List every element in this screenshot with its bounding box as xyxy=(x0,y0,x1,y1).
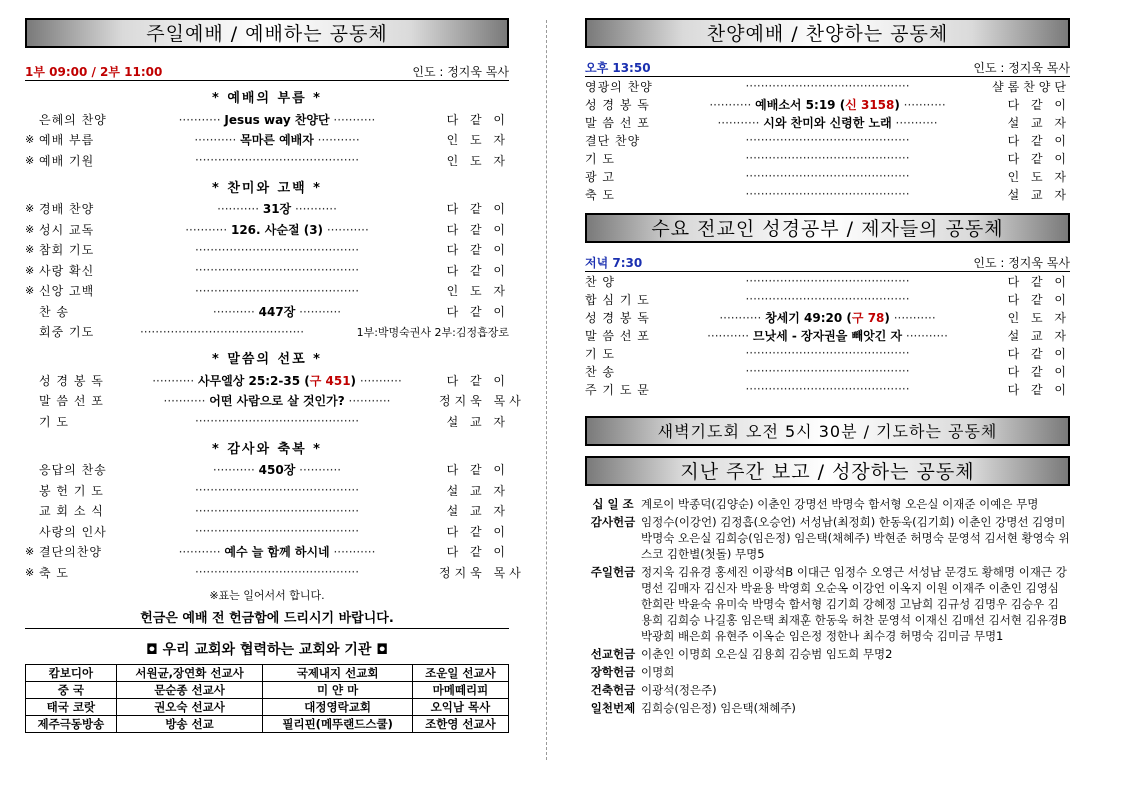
leader-dots: ··········· xyxy=(356,373,402,388)
order-label: 축 도 xyxy=(585,187,615,202)
report-category: 장학헌금 xyxy=(590,665,636,679)
order-label: 교 회 소 식 xyxy=(39,504,104,519)
scripture-ref: 신 3158 xyxy=(845,97,895,112)
leader-dots: ··········· xyxy=(178,545,225,560)
order-label: 찬 송 xyxy=(585,364,615,379)
report-row xyxy=(585,664,1070,680)
order-item-text: 창세기 49:20 ( xyxy=(765,310,852,325)
partner-row xyxy=(26,715,509,732)
order-label: 응답의 찬송 xyxy=(39,463,107,478)
order-who: 다 같 이 xyxy=(1007,364,1070,379)
order-item xyxy=(115,263,439,277)
leader-dots: ··········································· xyxy=(745,364,910,378)
order-item xyxy=(663,79,992,93)
order-row xyxy=(585,149,1070,167)
order-who: 다 같 이 xyxy=(1007,151,1070,166)
leader-dots: ··········································· xyxy=(745,187,910,201)
partner-cell: 오익남 목사 xyxy=(412,698,508,715)
leader-dots: ··········································· xyxy=(194,524,360,539)
standing-note: ※표는 일어서서 합니다. xyxy=(209,588,325,602)
order-item xyxy=(115,303,439,320)
standing-mark: ※ xyxy=(25,545,35,559)
order-item xyxy=(663,327,992,344)
order-who: 다 같 이 xyxy=(446,243,509,258)
order-item-tail: ) xyxy=(884,310,890,325)
report-row xyxy=(585,514,1070,562)
section-title: * 찬미와 고백 * xyxy=(212,180,322,196)
order-item-text: 126. 사순절 (3) xyxy=(230,222,324,237)
order-label: 참회 기도 xyxy=(39,243,95,258)
order-row xyxy=(25,480,509,501)
order-row xyxy=(25,501,509,522)
partner-cell: 미 얀 마 xyxy=(263,681,413,698)
order-row xyxy=(25,150,509,171)
order-label: 결단 찬양 xyxy=(585,133,641,148)
order-item-tail: ) xyxy=(350,373,357,388)
order-who: 설 교 자 xyxy=(446,414,509,429)
leader-dots: ··········· xyxy=(891,115,938,130)
partner-cell: 국제내지 선교회 xyxy=(263,664,413,681)
right-column xyxy=(585,18,1070,718)
order-label: 성시 교독 xyxy=(39,222,95,237)
order-item xyxy=(115,483,439,497)
order-who: 다 같 이 xyxy=(1007,382,1070,397)
leader-dots: ··········································· xyxy=(745,274,910,288)
sunday-leader: 인도 : 정지욱 목사 xyxy=(412,65,509,79)
leader-dots: ··········· xyxy=(719,310,766,325)
leader-dots: ··········· xyxy=(178,112,225,127)
order-who: 인 도 자 xyxy=(446,133,509,148)
order-item xyxy=(115,461,439,478)
leader-dots: ··········· xyxy=(194,133,241,148)
order-row xyxy=(585,95,1070,113)
left-column xyxy=(25,18,525,733)
order-row xyxy=(25,109,509,130)
order-row xyxy=(25,411,509,432)
leader-dots: ··········· xyxy=(152,373,198,388)
order-label: 봉 헌 기 도 xyxy=(39,483,104,498)
sunday-order xyxy=(25,89,525,583)
standing-mark: ※ xyxy=(25,222,35,236)
sunday-subhead xyxy=(25,64,509,81)
order-row xyxy=(585,326,1070,344)
order-who: 인 도 자 xyxy=(446,153,509,168)
order-who: 인 도 자 xyxy=(1007,169,1070,184)
standing-mark: ※ xyxy=(25,202,35,216)
order-row xyxy=(25,521,509,542)
order-item xyxy=(115,565,439,579)
order-who: 다 같 이 xyxy=(446,263,509,278)
partner-cell: 태국 코랏 xyxy=(26,698,117,715)
leader-dots: ··········· xyxy=(291,202,337,217)
order-label: 성 경 봉 독 xyxy=(585,97,650,112)
partner-cell: 서원균,장연화 선교사 xyxy=(116,664,263,681)
order-item-text: 시와 찬미와 신령한 노래 xyxy=(763,115,892,130)
order-item xyxy=(663,274,992,288)
order-row xyxy=(585,272,1070,290)
wednesday-order xyxy=(585,272,1070,398)
order-label: 회중 기도 xyxy=(39,325,95,340)
report-category: 일천번제 xyxy=(590,701,636,715)
order-item xyxy=(115,111,439,128)
standing-mark: ※ xyxy=(25,263,35,277)
partner-row xyxy=(26,664,509,681)
order-row xyxy=(25,370,509,391)
order-item xyxy=(115,325,329,339)
leader-dots: ··········· xyxy=(295,304,342,319)
order-who: 다 같 이 xyxy=(446,524,509,539)
order-item xyxy=(115,504,439,518)
leader-dots: ··········· xyxy=(717,115,764,130)
order-row xyxy=(585,380,1070,398)
leader-dots: ··········································· xyxy=(139,324,305,339)
order-row xyxy=(585,113,1070,131)
order-row xyxy=(585,77,1070,95)
order-row xyxy=(25,281,509,302)
report-row xyxy=(585,496,1070,512)
order-label: 성 경 봉 독 xyxy=(585,310,650,325)
order-label: 결단의찬양 xyxy=(39,545,102,560)
order-who: 설 교 자 xyxy=(1007,115,1070,130)
partner-cell: 문순종 선교사 xyxy=(116,681,263,698)
order-item-text: 450장 xyxy=(258,463,296,478)
weekly-report-banner: 지난 주간 보고 / 성장하는 공동체 xyxy=(585,456,1070,486)
partners-table xyxy=(25,664,509,733)
leader-dots: ··········· xyxy=(899,97,946,112)
leader-dots: ··········· xyxy=(707,328,753,343)
order-row xyxy=(25,130,509,151)
report-row xyxy=(585,682,1070,698)
report-names: 이명희 xyxy=(641,665,675,679)
order-who: 설 교 자 xyxy=(446,504,509,519)
order-who: 설 교 자 xyxy=(1007,187,1070,202)
order-row xyxy=(25,219,509,240)
order-label: 말 씀 선 포 xyxy=(585,328,650,343)
order-item xyxy=(115,392,439,409)
leader-dots: ··········· xyxy=(709,97,756,112)
scripture-ref: 구 78 xyxy=(851,310,885,325)
order-row xyxy=(25,460,509,481)
order-item xyxy=(663,292,992,306)
partner-cell: 마메떼리피 xyxy=(412,681,508,698)
order-item xyxy=(115,543,439,560)
standing-mark: ※ xyxy=(25,284,35,298)
order-row xyxy=(585,185,1070,203)
offering-note: 헌금은 예배 전 헌금함에 드리시기 바랍니다. xyxy=(25,607,509,629)
order-who: 다 같 이 xyxy=(446,304,509,319)
leader-dots: ··········· xyxy=(313,133,360,148)
order-item xyxy=(115,221,439,238)
order-who: 다 같 이 xyxy=(446,112,509,127)
order-item-text: 목마른 예배자 xyxy=(240,133,314,148)
order-item xyxy=(115,243,439,257)
wednesday-leader: 인도 : 정지욱 목사 xyxy=(973,256,1070,270)
leader-dots: ··········· xyxy=(163,394,210,409)
order-row xyxy=(25,542,509,563)
leader-dots: ··········· xyxy=(323,222,369,237)
report-names: 이광석(정은주) xyxy=(641,683,717,697)
order-label: 사랑의 인사 xyxy=(39,524,107,539)
order-who: 다 같 이 xyxy=(1007,274,1070,289)
order-who: 다 같 이 xyxy=(1007,292,1070,307)
order-row xyxy=(25,562,525,583)
order-who: 인 도 자 xyxy=(446,284,509,299)
leader-dots: ··········································· xyxy=(194,153,360,168)
leader-dots: ··········· xyxy=(889,310,936,325)
order-item xyxy=(663,382,992,396)
order-item-text: 예배소서 5:19 ( xyxy=(755,97,846,112)
order-who: 다 같 이 xyxy=(1007,97,1070,112)
order-item-tail: ) xyxy=(894,97,900,112)
order-item xyxy=(663,169,992,183)
order-label: 말 씀 선 포 xyxy=(39,394,104,409)
order-label: 성 경 봉 독 xyxy=(39,373,104,388)
report-category: 십 일 조 xyxy=(592,497,634,511)
leader-dots: ··········· xyxy=(344,394,391,409)
order-item xyxy=(663,364,992,378)
order-who: 샬롬찬양단 xyxy=(992,79,1070,94)
order-row xyxy=(25,260,509,281)
praise-subhead xyxy=(585,60,1070,77)
leader-dots: ··········· xyxy=(212,463,259,478)
partner-cell: 제주극동방송 xyxy=(26,715,117,732)
page-divider xyxy=(546,20,547,760)
leader-dots: ··········································· xyxy=(194,283,360,298)
order-item xyxy=(663,187,992,201)
order-who: 다 같 이 xyxy=(1007,133,1070,148)
order-row xyxy=(25,199,509,220)
order-item-text: Jesus way 찬양단 xyxy=(224,112,330,127)
order-row xyxy=(585,167,1070,185)
report-names: 임정수(이강언) 김정흡(오승언) 서성남(최정희) 한동욱(김기희) 이춘인 강명선 김영미 박명숙 오은실 김희승(임은정) 임은택(채혜주) 박현준 허명숙 문영석 김서현 황영숙 위스코 김한별(첫돌) 무명5 xyxy=(641,515,1070,561)
order-label: 사랑 확신 xyxy=(39,263,95,278)
praise-worship-banner: 찬양예배 / 찬양하는 공동체 xyxy=(585,18,1070,48)
order-who: 다 같 이 xyxy=(446,463,509,478)
order-item xyxy=(663,151,992,165)
report-category: 선교헌금 xyxy=(590,647,636,661)
partner-cell: 조한영 선교사 xyxy=(412,715,508,732)
order-who: 정지욱 목사 xyxy=(439,394,525,409)
order-who: 다 같 이 xyxy=(446,545,509,560)
report-names: 이춘인 이명희 오은실 김용희 김승범 임도희 무명2 xyxy=(641,647,893,661)
leader-dots: ··········· xyxy=(902,328,948,343)
order-who: 다 같 이 xyxy=(446,202,509,217)
leader-dots: ··········································· xyxy=(194,483,360,498)
order-who: 설 교 자 xyxy=(1007,328,1070,343)
order-item xyxy=(115,414,439,428)
order-item xyxy=(663,309,992,326)
order-who: 다 같 이 xyxy=(1007,346,1070,361)
leader-dots: ··········································· xyxy=(194,565,360,580)
order-who: 설 교 자 xyxy=(446,483,509,498)
leader-dots: ··········································· xyxy=(745,79,910,93)
order-item-text: 사무엘상 25:2-35 ( xyxy=(197,373,310,388)
leader-dots: ··········································· xyxy=(745,346,910,360)
report-names: 김희승(임은정) 임은택(채혜주) xyxy=(641,701,796,715)
partner-cell: 방송 선교 xyxy=(116,715,263,732)
scripture-ref: 구 451 xyxy=(309,373,351,388)
order-item xyxy=(115,524,439,538)
report-category: 건축헌금 xyxy=(590,683,636,697)
report-row xyxy=(585,564,1070,644)
order-item-text: 예수 늘 함께 하시네 xyxy=(224,545,330,560)
standing-mark: ※ xyxy=(25,133,35,147)
leader-dots: ··········································· xyxy=(194,414,360,429)
report-names: 계로이 박종덕(김양순) 이춘인 강명선 박명숙 함서형 오은실 이재준 이예은 무명 xyxy=(641,497,1039,511)
section-title: * 말씀의 선포 * xyxy=(212,352,322,367)
order-label: 영광의 찬양 xyxy=(585,79,653,94)
wednesday-time: 저녁 7:30 xyxy=(585,256,643,270)
standing-mark: ※ xyxy=(25,565,35,579)
leader-dots: ··········································· xyxy=(194,263,360,278)
dawn-prayer-banner: 새벽기도회 오전 5시 30분 / 기도하는 공동체 xyxy=(585,416,1070,446)
order-label: 축 도 xyxy=(39,565,69,580)
leader-dots: ··········· xyxy=(329,545,376,560)
order-item-text: 어떤 사람으로 살 것인가? xyxy=(209,394,345,409)
order-label: 말 씀 선 포 xyxy=(585,115,650,130)
order-row xyxy=(25,322,509,343)
order-row xyxy=(25,301,509,322)
partner-cell: 캄보디아 xyxy=(26,664,117,681)
leader-dots: ··········· xyxy=(329,112,376,127)
order-who: 정지욱 목사 xyxy=(439,565,525,580)
wednesday-study-banner: 수요 전교인 성경공부 / 제자들의 공동체 xyxy=(585,213,1070,243)
standing-mark: ※ xyxy=(25,243,35,257)
section-title: * 예배의 부름 * xyxy=(212,91,322,106)
order-label: 기 도 xyxy=(39,414,69,429)
sunday-worship-banner: 주일예배 / 예배하는 공동체 xyxy=(25,18,509,48)
weekly-report-list xyxy=(585,496,1070,716)
order-label: 찬 양 xyxy=(585,274,615,289)
report-row xyxy=(585,646,1070,662)
section-title: * 감사와 축복 * xyxy=(212,441,322,457)
partner-row xyxy=(26,698,509,715)
order-item-text: 므낫세 - 장자권을 빼앗긴 자 xyxy=(752,328,903,343)
order-row xyxy=(585,344,1070,362)
standing-mark: ※ xyxy=(25,153,35,167)
praise-order xyxy=(585,77,1070,203)
partner-cell: 조운일 선교사 xyxy=(412,664,508,681)
leader-dots: ··········· xyxy=(212,304,259,319)
leader-dots: ··········································· xyxy=(745,292,910,306)
order-label: 신앙 고백 xyxy=(39,284,95,299)
report-names: 정지욱 김유경 홍세진 이광석B 이대근 임정수 오영근 서성남 문경도 황해명 이재근 강명선 김매자 김신자 박윤용 박영희 오순옥 이강언 이옥지 이원 이재주 이춘인 김영심 한희란 박윤숙 유미숙 박명숙 함서형 김기희 강혜정 고남희 김규성 김명우 김승우 김용희 김희승 나길홍 임은택 최재훈 한동욱 허찬 문영석 이재신 김매선 김서현 김유경B 박광희 배은희 유현주 이옥순 임은정 정한나 최수경 허명숙 김미금 무명1 xyxy=(641,565,1067,643)
order-item xyxy=(115,153,439,167)
leader-dots: ··········································· xyxy=(745,382,910,396)
order-item-text: 447장 xyxy=(258,304,296,319)
order-who: 다 같 이 xyxy=(446,373,509,388)
order-row xyxy=(585,290,1070,308)
leader-dots: ··········································· xyxy=(194,503,360,518)
order-row xyxy=(585,362,1070,380)
order-row xyxy=(25,240,509,261)
order-who: 다 같 이 xyxy=(446,222,509,237)
order-row xyxy=(585,308,1070,326)
order-label: 예배 부름 xyxy=(39,133,95,148)
order-row xyxy=(585,131,1070,149)
leader-dots: ··········································· xyxy=(745,151,910,165)
leader-dots: ··········································· xyxy=(745,133,910,147)
order-row xyxy=(25,391,525,412)
report-row xyxy=(585,700,1070,716)
leader-dots: ··········· xyxy=(185,222,231,237)
order-label: 은혜의 찬양 xyxy=(39,112,107,127)
partner-cell: 필리핀(메뚜랜드스쿨) xyxy=(263,715,413,732)
praise-time: 오후 13:50 xyxy=(585,61,651,75)
order-label: 합 심 기 도 xyxy=(585,292,650,307)
order-label: 광 고 xyxy=(585,169,615,184)
order-item xyxy=(115,372,439,389)
leader-dots: ··········································· xyxy=(745,169,910,183)
order-item xyxy=(663,114,992,131)
order-who: 1부:박명숙권사 2부:김정흡장로 xyxy=(356,325,509,339)
praise-leader: 인도 : 정지욱 목사 xyxy=(973,61,1070,75)
partner-cell: 대정영락교회 xyxy=(263,698,413,715)
leader-dots: ··········· xyxy=(217,202,263,217)
order-item xyxy=(663,346,992,360)
order-label: 기 도 xyxy=(585,151,615,166)
partner-cell: 권오숙 선교사 xyxy=(116,698,263,715)
order-item xyxy=(663,133,992,147)
partner-cell: 중 국 xyxy=(26,681,117,698)
partners-title: ◘ 우리 교회와 협력하는 교회와 기관 ◘ xyxy=(145,641,389,658)
report-category: 주일헌금 xyxy=(590,565,636,579)
service-times: 1부 09:00 / 2부 11:00 xyxy=(25,65,163,79)
order-label: 찬 송 xyxy=(39,304,69,319)
order-label: 예배 기원 xyxy=(39,153,95,168)
order-who: 인 도 자 xyxy=(1007,310,1070,325)
order-label: 기 도 xyxy=(585,346,615,361)
order-item xyxy=(115,284,439,298)
report-category: 감사헌금 xyxy=(590,515,636,529)
order-item xyxy=(115,131,439,148)
wednesday-subhead xyxy=(585,255,1070,272)
order-label: 경배 찬양 xyxy=(39,202,95,217)
order-item-text: 31장 xyxy=(262,202,292,217)
order-label: 주 기 도 문 xyxy=(585,382,650,397)
partner-row xyxy=(26,681,509,698)
leader-dots: ··········· xyxy=(295,463,342,478)
leader-dots: ··········································· xyxy=(194,242,360,257)
order-item xyxy=(663,96,992,113)
order-item xyxy=(115,200,439,217)
